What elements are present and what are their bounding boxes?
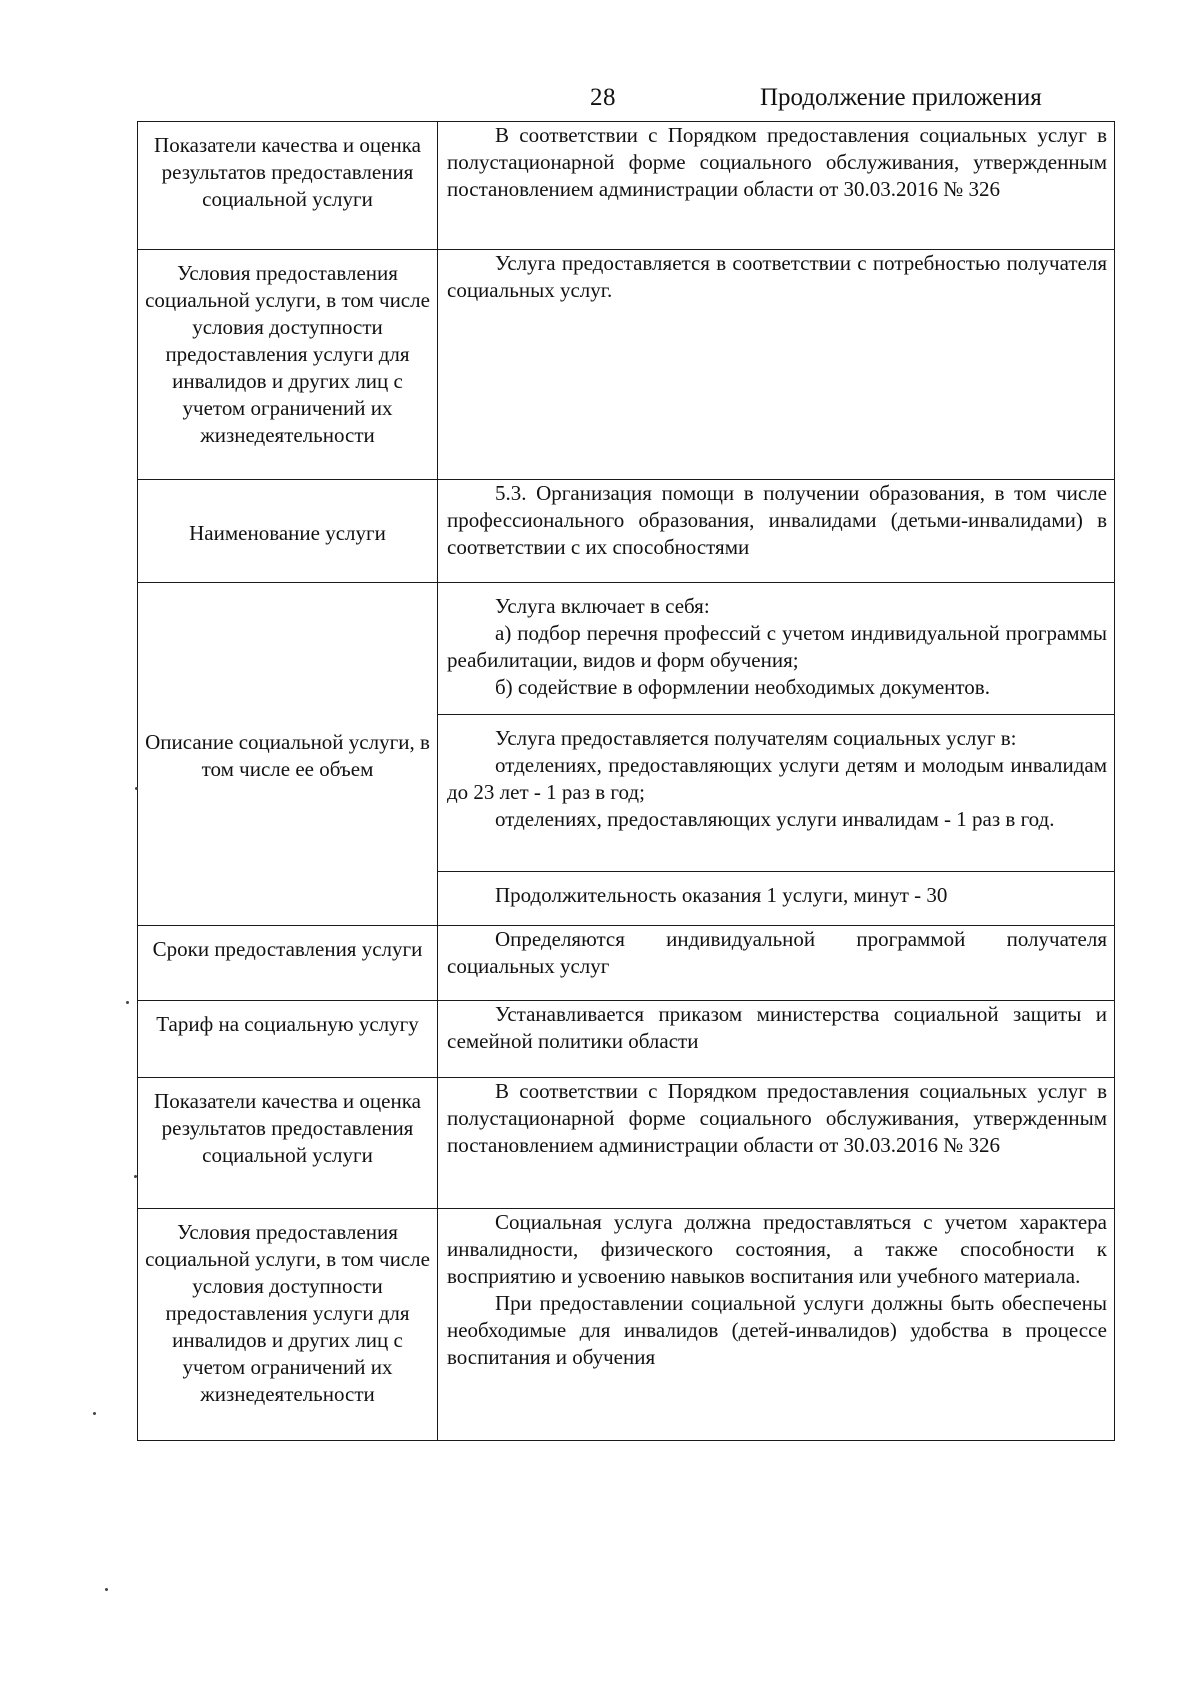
row-text: Услуга предоставляется в соответствии с потребностью получателя социальных услуг. [447,251,1107,302]
row-label: Наименование услуги [138,480,438,583]
row-value [438,1001,1115,1078]
table-row [138,122,1115,250]
row-label: Тариф на социальную услугу [138,1001,438,1078]
row-text: В соответствии с Порядком предоставления социальных услуг в полустационарной форме социального обслуживания, утвержденным постановлением администрации области от 30.03.2016 № 326 [447,1079,1107,1157]
row-text: Устанавливается приказом министерства социальной защиты и семейной политики области [447,1002,1107,1053]
description-line: Продолжительность оказания 1 услуги, минут - 30 [495,883,948,907]
row-value [438,1209,1115,1441]
row-value [438,250,1115,480]
scan-speck [105,1588,108,1591]
row-label: Условия предоставления социальной услуги, в том числе условия доступности предоставления услуги для инвалидов и других лиц с учетом ограничений их жизнедеятельности [138,250,438,480]
description-part [438,583,1114,715]
row-label: Показатели качества и оценка результатов предоставления социальной услуги [138,1078,438,1209]
scan-speck [126,1001,129,1004]
row-label: Описание социальной услуги, в том числе ее объем [138,583,438,926]
description-line: Услуга включает в себя: [495,594,710,618]
scan-speck [134,1175,137,1178]
description-line: Услуга предоставляется получателям социальных услуг в: [495,726,1017,750]
row-value [438,926,1115,1001]
row-text: В соответствии с Порядком предоставления социальных услуг в полустационарной форме социального обслуживания, утвержденным постановлением администрации области от 30.03.2016 № 326 [447,123,1107,201]
table-row [138,926,1115,1001]
scan-speck [135,787,138,790]
continuation-heading: Продолжение приложения [760,84,1042,111]
description-line: а) подбор перечня профессий с учетом индивидуальной программы реабилитации, видов и форм обучения; [447,621,1107,672]
row-text: 5.3. Организация помощи в получении образования, в том числе профессионального образования, инвалидами (детьми-инвалидами) в соответствии с их способностями [447,481,1107,559]
row-value [438,583,1115,926]
row-paragraph: При предоставлении социальной услуги должны быть обеспечены необходимые для инвалидов (детей-инвалидов) удобства в процессе воспитания и обучения [447,1291,1107,1369]
row-label: Сроки предоставления услуги [138,926,438,1001]
services-table [137,121,1115,1441]
row-paragraph: Социальная услуга должна предоставляться с учетом характера инвалидности, физического состояния, а также способности к восприятию и усвоению навыков воспитания или учебного материала. [447,1210,1107,1288]
description-part [438,715,1114,872]
table-row [138,1209,1115,1441]
table-row [138,1001,1115,1078]
table-row [138,250,1115,480]
row-label: Показатели качества и оценка результатов предоставления социальной услуги [138,122,438,250]
row-value [438,1078,1115,1209]
description-line: б) содействие в оформлении необходимых документов. [495,675,990,699]
row-text: Определяются индивидуальной программой получателя социальных услуг [447,927,1107,978]
table-row [138,583,1115,926]
scan-speck [93,1412,96,1415]
row-value [438,480,1115,583]
description-part [438,872,1114,917]
description-line: отделениях, предоставляющих услуги инвалидам - 1 раз в год. [495,807,1055,831]
row-label: Условия предоставления социальной услуги, в том числе условия доступности предоставления услуги для инвалидов и других лиц с учетом ограничений их жизнедеятельности [138,1209,438,1441]
description-line: отделениях, предоставляющих услуги детям и молодым инвалидам до 23 лет - 1 раз в год; [447,753,1107,804]
row-value [438,122,1115,250]
table-row [138,480,1115,583]
page-number: 28 [590,84,616,111]
table-row [138,1078,1115,1209]
